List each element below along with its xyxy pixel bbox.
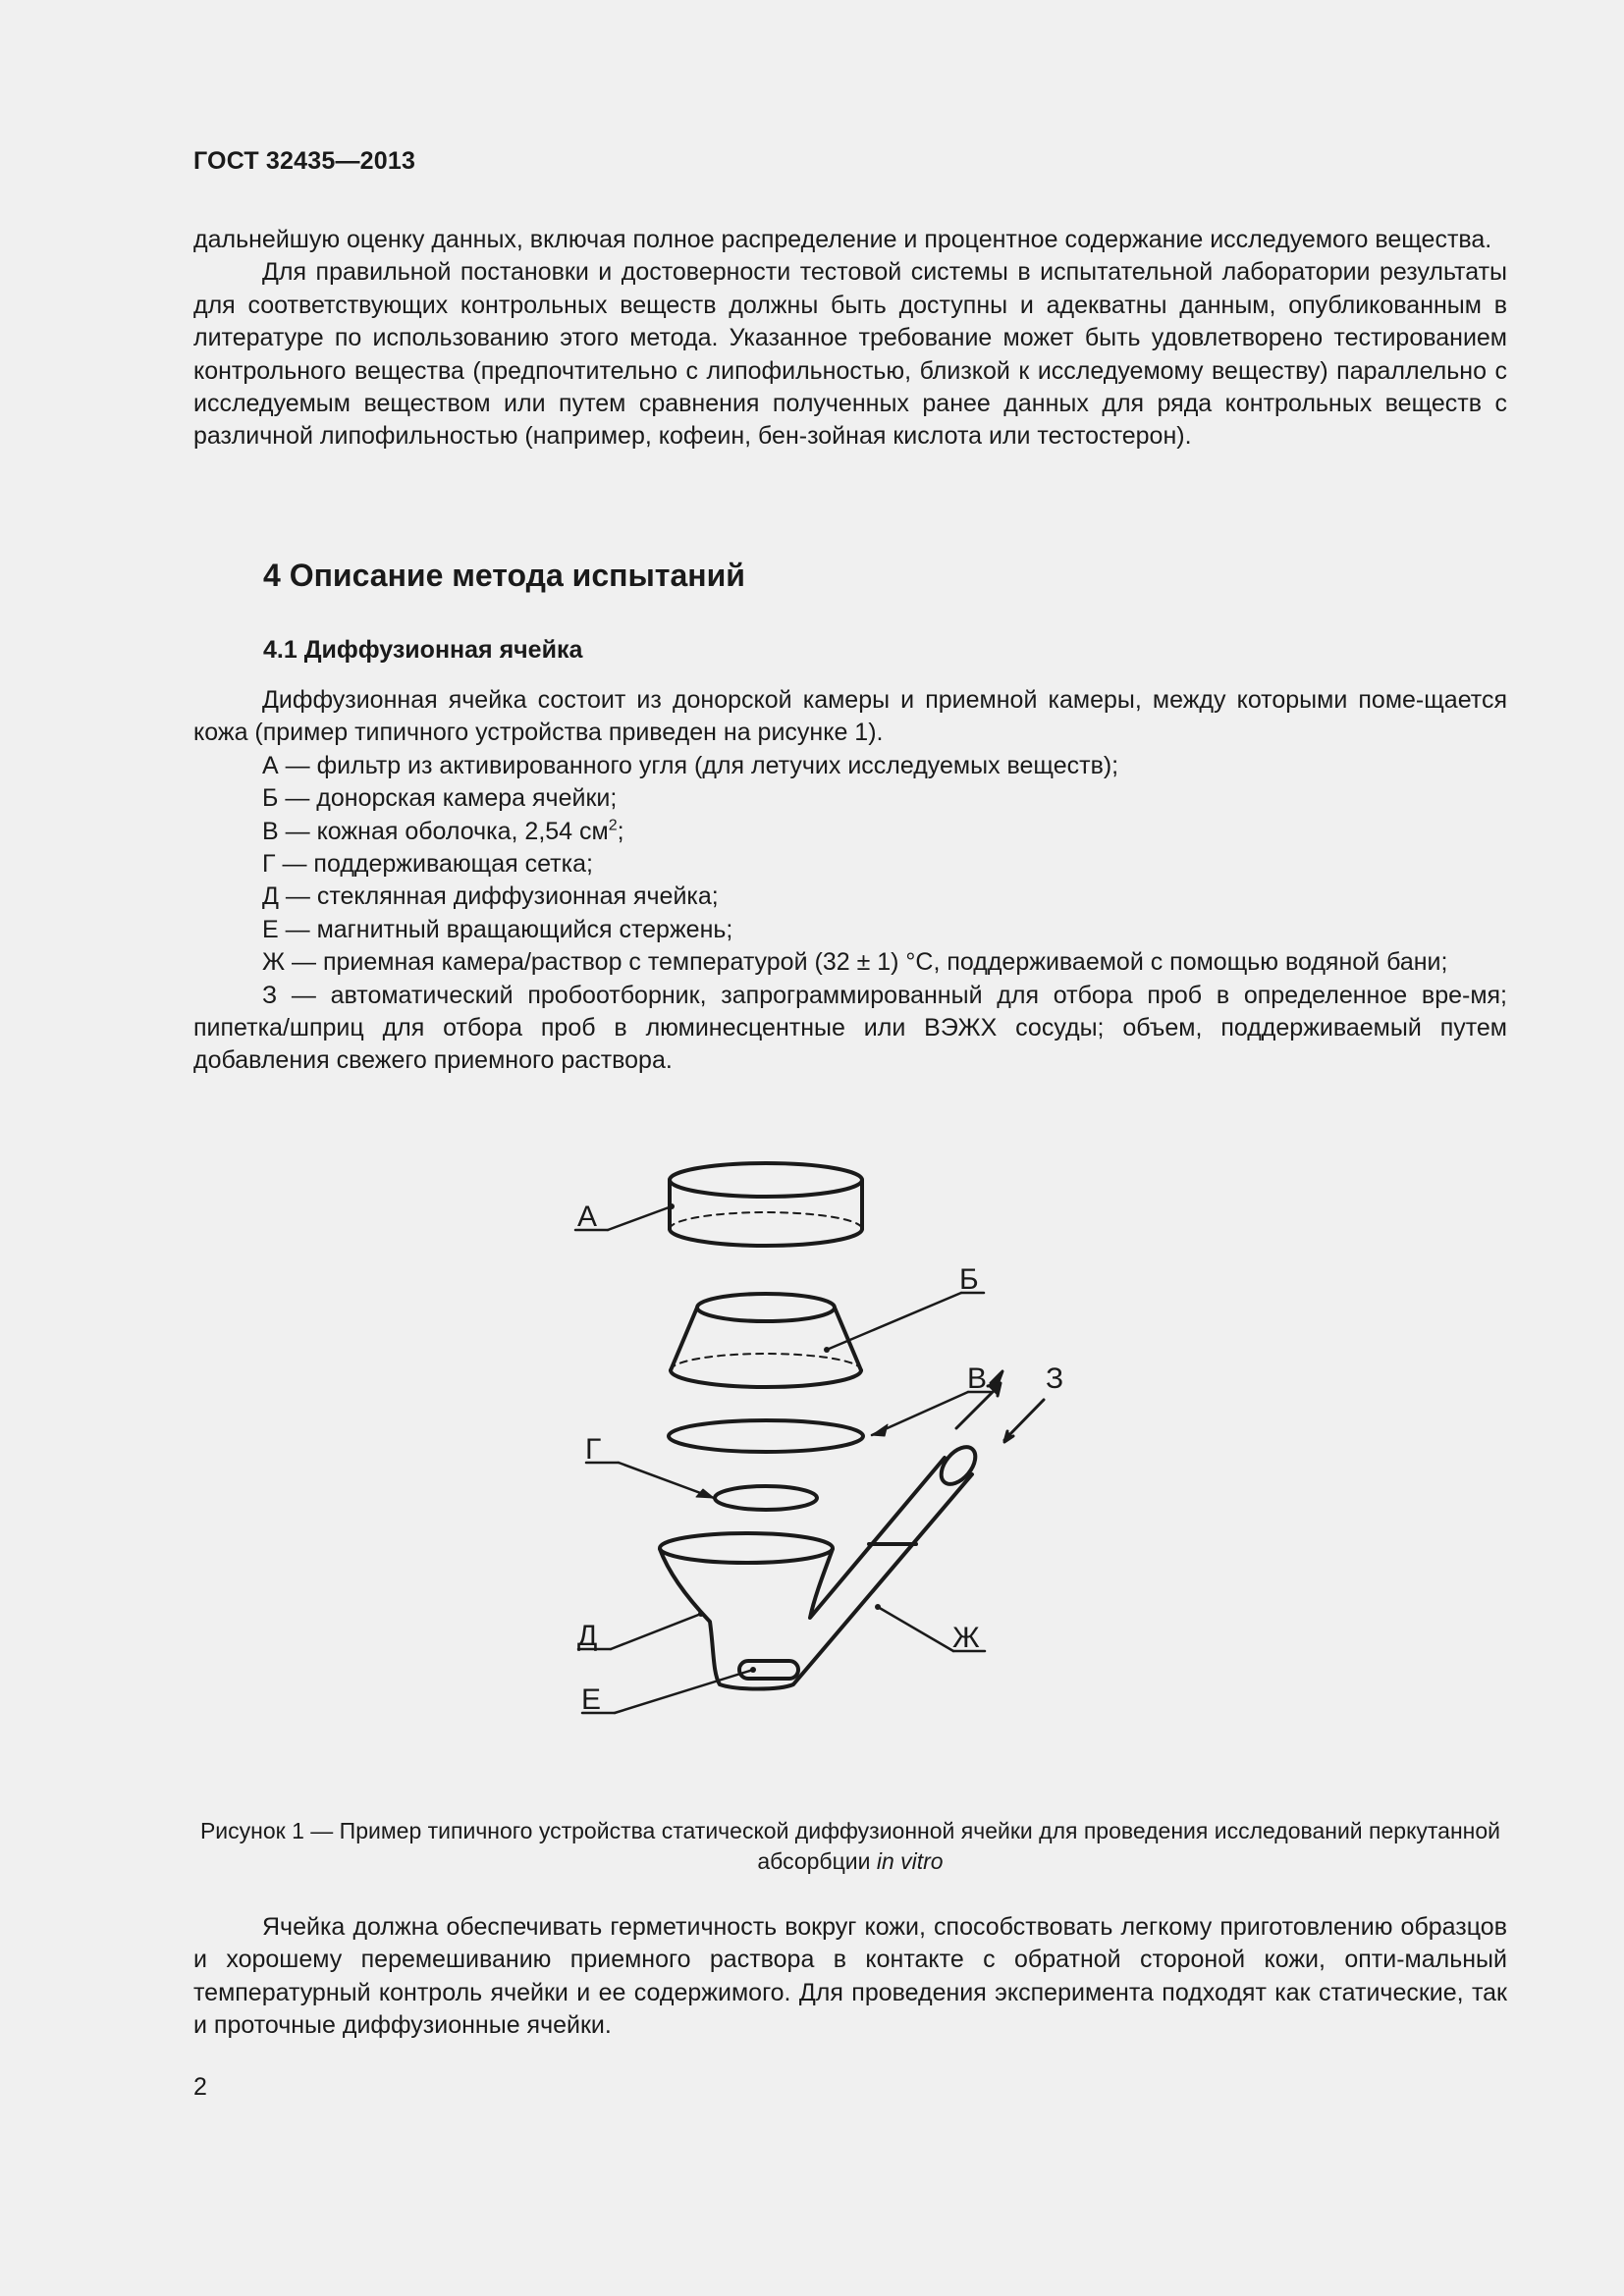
glass-cell-part <box>660 1441 982 1689</box>
caption-italic: in vitro <box>876 1848 944 1874</box>
charcoal-filter-part <box>670 1163 862 1246</box>
legend-e: Е — магнитный вращающийся стержень; <box>262 915 733 943</box>
legend-z: З — автоматический пробоотборник, запрограммированный для отбора проб в определенное вре-мя; пипетка/шприц для отбора проб в люминесцентные или ВЭЖХ сосуды; объем, поддерживаемый путем добавления свежего приемного раствора. <box>193 981 1507 1075</box>
intro-text <box>193 224 1507 454</box>
label-g: Г <box>585 1433 602 1466</box>
legend-v <box>193 816 1507 848</box>
skin-membrane-part <box>669 1420 863 1452</box>
label-zh: Ж <box>952 1622 980 1654</box>
leader-lines <box>575 1206 991 1713</box>
cell-intro-paragraph: Диффузионная ячейка состоит из донорской камеры и приемной камеры, между которыми поме-щается кожа (пример типичного устройства приведен на рисунке 1). <box>193 686 1507 747</box>
legend-v-text: В — кожная оболочка, 2,54 см <box>262 817 609 845</box>
intro-paragraph-2: Для правильной постановки и достоверности тестовой системы в испытательной лаборатории результаты для соответствующих контрольных веществ должны быть доступны и адекватны данным, опубликованным в литературе по использованию этого метода. Указанное требование может быть удовлетворено тестированием контрольного вещества (предпочтительно с липофильностью, близкой к исследуемому веществу) параллельно с исследуемым веществом или путем сравнения полученных ранее данных для ряда контрольных веществ с различной липофильностью (например, кофеин, бен-зойная кислота или тестостерон). <box>193 258 1507 451</box>
legend-d: Д — стеклянная диффузионная ячейка; <box>262 882 719 911</box>
legend-zh: Ж — приемная камера/раствор с температурой (32 ± 1) °С, поддерживаемой с помощью водяной бани; <box>262 948 1448 977</box>
caption-text: Рисунок 1 — Пример типичного устройства статической диффузионной ячейки для проведения исследований перкутанной абсорбции <box>199 1818 1501 1874</box>
document-header: ГОСТ 32435—2013 <box>193 147 416 175</box>
label-e: Е <box>581 1683 602 1716</box>
section-heading: 4 Описание метода испытаний <box>263 558 745 593</box>
cell-description <box>193 684 1507 1078</box>
diffusion-cell-diagram <box>550 1139 1064 1737</box>
donor-chamber-part <box>671 1294 861 1387</box>
label-b: Б <box>959 1263 979 1296</box>
subsection-heading: 4.1 Диффузионная ячейка <box>263 636 583 664</box>
conclusion-paragraph: Ячейка должна обеспечивать герметичность вокруг кожи, способствовать легкому приготовлению образцов и хорошему перемешиванию приемного раствора в контакте с обратной стороной кожи, опти-мальный температурный контроль ячейки и ее содержимого. Для проведения эксперимента подходят как статические, так и проточные диффузионные ячейки. <box>193 1913 1507 2040</box>
label-d: Д <box>577 1620 598 1652</box>
intro-paragraph-1: дальнейшую оценку данных, включая полное распределение и процентное содержание исследуемого вещества. <box>193 226 1492 253</box>
legend-v-end: ; <box>617 817 624 845</box>
stirrer-bar-part <box>739 1661 798 1679</box>
page-number: 2 <box>193 2073 207 2101</box>
legend-g: Г — поддерживающая сетка; <box>262 850 593 879</box>
legend-v-superscript: 2 <box>608 817 618 834</box>
legend-b: Б — донорская камера ячейки; <box>262 784 618 813</box>
leader-dots <box>669 1203 881 1673</box>
label-a: А <box>577 1201 598 1233</box>
diffusion-cell-figure <box>550 1139 1064 1737</box>
label-z: З <box>1046 1362 1064 1395</box>
support-mesh-part <box>715 1486 817 1510</box>
legend-a: А — фильтр из активированного угля (для летучих исследуемых веществ); <box>262 751 1119 779</box>
figure-caption <box>193 1816 1507 1877</box>
label-v: В <box>967 1362 988 1395</box>
conclusion-text <box>193 1911 1507 2043</box>
